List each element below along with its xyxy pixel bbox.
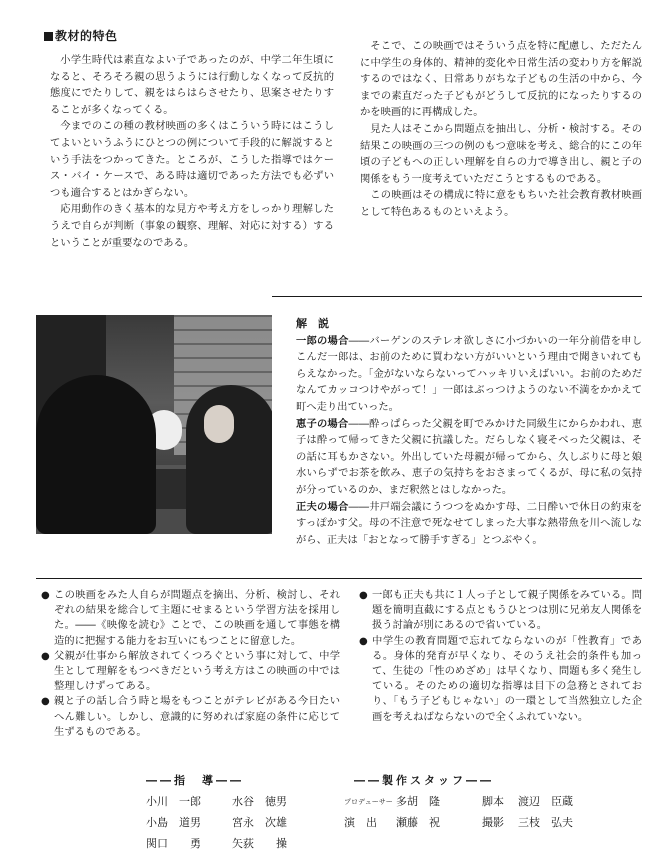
bullet-dot-icon: ● <box>41 650 50 662</box>
square-bullet-icon <box>44 32 53 41</box>
bullet-dot-icon: ● <box>41 696 50 708</box>
bullet-dot-icon: ● <box>41 590 50 601</box>
guidance-name: 関口 勇 <box>146 837 201 850</box>
producer-role-bottom: デューサー <box>358 798 393 806</box>
bullet-item <box>40 694 340 740</box>
bullet-text: 父親が仕事から解放されてくつろぐという事に対して、中学生として理解をもつべきだという考え方はこの映画の中では整理しけずってある。 <box>54 649 340 693</box>
director-role: 演 出 <box>344 816 377 829</box>
bullet-text: 一郎も正夫も共に１人っ子として親子関係をみている。問題を簡明直截にする点ともうひとつは別に兄弟友人関係を扱う討論が別にあるので省いている。 <box>372 589 642 632</box>
left-paragraph-1: 小学生時代は素直なよい子であったのが、中学二年生頃になると、そろそろ親の思うようには行動しなくなって反抗的態度にでたりして、親をはらはらさせたり、思案させたりすることが多くなってくる。 <box>50 54 334 116</box>
guidance-heading: ――指 導―― <box>146 774 244 787</box>
director-name: 瀬藤 祝 <box>396 816 440 829</box>
guidance-credits <box>146 770 326 854</box>
production-row <box>344 791 624 812</box>
case-keiko <box>296 416 642 499</box>
guidance-name: 小川 一郎 <box>146 795 201 808</box>
right-paragraph-3: この映画はその構成に特に意をもちいた社会教育教材映画として特色あるものといえよう。 <box>360 189 642 218</box>
bullets-divider <box>36 578 642 579</box>
left-paragraph-2: 今までのこの種の教材映画の多くはこういう時にはこうしてよいというふうにひとつの例について手段的に解説するという手法をつかってきた。ところが、こうした指導ではケース・バイ・ケースで、ある時は適切であった方法でも必ずいつも適合するとはかぎらない。 <box>50 120 334 199</box>
producer-name: 多胡 隆 <box>396 795 440 808</box>
photo-face <box>204 405 234 443</box>
bullet-item <box>40 588 340 649</box>
case-keiko-text: ――酔っぱらった父親を町でみかけた同級生にからかわれ、恵子は酔って帰ってきた父親に抗議した。だらしなく寝そべった父親は、その話に耳もかさない。外出していた母親が帰ってから、久しぶりに母と娘水いらずでお茶を飲み、恵子の気持ちをおさまってくるが、母に私の気持が分っているのか、まだ釈然とはしなかった。 <box>296 417 642 496</box>
bullet-item <box>358 634 642 725</box>
case-ichiro <box>296 333 642 416</box>
photo-figure-daughter <box>186 385 272 534</box>
camera-name: 三枝 弘夫 <box>518 816 573 829</box>
case-masao-text: ――井戸端会議にうつつをぬかす母、二日酔いで休日の約束をすっぽかす父。母の不注意で死なせてしまった大事な熱帯魚を川へ流しながら、正夫は「おとなって勝手すぎる」とつぶやく。 <box>296 500 643 546</box>
screenplay-name: 渡辺 臣蔵 <box>518 795 573 808</box>
guidance-row <box>146 812 326 833</box>
film-still-photo <box>36 315 272 534</box>
photo-figure-mother <box>36 375 156 534</box>
guidance-row <box>146 791 326 812</box>
production-row <box>344 812 624 833</box>
explanation-heading: 解 説 <box>296 317 329 330</box>
left-column <box>50 52 334 251</box>
right-paragraph-2: 見た人はそこから問題点を抽出し、分析・検討する。その結果この映画の三つの例のもつ意味を考え、総合的にこの年頃の子どもへの正しい理解を自らの力で導き出し、親と子の関係をもう一度考えていただこうとするものである。 <box>360 122 642 185</box>
section-title-text: 教材的特色 <box>55 29 118 43</box>
case-masao-key: 正夫の場合 <box>296 500 349 513</box>
guidance-name: 宮永 次雄 <box>232 816 287 829</box>
right-column <box>360 38 642 221</box>
bullets-right <box>358 588 642 725</box>
guidance-name: 水谷 徳男 <box>232 795 287 808</box>
case-masao <box>296 499 642 549</box>
production-credits <box>344 770 624 833</box>
explanation-block <box>296 316 642 548</box>
bullet-text: 親と子の話し合う時と場をもつことがテレビがある今日たいへん難しい。しかし、意識的に努めれば家庭の条件に応じて生ずるものである。 <box>54 695 340 738</box>
camera-role: 撮影 <box>482 816 504 829</box>
guidance-row <box>146 833 326 854</box>
bullet-item <box>40 649 340 695</box>
case-ichiro-key: 一郎の場合 <box>296 334 349 347</box>
bullet-text: 中学生の教育問題で忘れてならないのが「性教育」である。身体的発育が早くなり、そのうえ社会的条件も加って、生徒の「性のめざめ」は早くなり、問題も多く発生している。そのための適切な指導は目下の急務とされており、「もう子どもじゃない」の一環として当然独立した企画を考えねばならないので全くふれていない。 <box>372 634 642 723</box>
guidance-name: 矢荻 操 <box>232 837 287 850</box>
bullet-item <box>358 588 642 634</box>
section-divider <box>272 296 642 297</box>
case-ichiro-text: ――バーゲンのステレオ欲しさに小づかいの一年分前借を申しこんだ一郎は、お前のために買わない方がいいという理由で聞きいれてもらえなかった。「金がないならないってハッキリいえばいい。お前のためだなんてカッコつけやがって！」一郎はぶっつけようのない不満をかかえて町へ走り出ていった。 <box>296 334 643 413</box>
guidance-name: 小島 道男 <box>146 816 201 829</box>
producer-role <box>344 791 396 812</box>
case-keiko-key: 恵子の場合 <box>296 417 349 430</box>
bullet-dot-icon: ● <box>359 590 368 601</box>
screenplay-role: 脚本 <box>482 795 504 808</box>
bullet-dot-icon: ● <box>359 635 368 647</box>
section-title <box>44 27 118 44</box>
production-heading: ――製作スタッフ―― <box>354 774 494 787</box>
right-paragraph-1: そこで、この映画ではそういう点を特に配慮し、ただたんに中学生の身体的、精神的変化や日常生活の変わり方を解説するのではなく、日常ありがちな子どもの生活の中から、今までの素直だった子どもがどうして反抗的になったりするのかを映画的に再構成した。 <box>360 40 642 119</box>
left-paragraph-3: 応用動作のきく基本的な見方や考え方をしっかり理解したうえで自らが判断（事象の観察、理解、対応に対する）するということが重要なのである。 <box>50 203 334 249</box>
producer-role-top: プロ <box>344 798 358 806</box>
bullets-left <box>40 588 340 740</box>
bullet-text: この映画をみた人自らが問題点を摘出、分析、検討し、それぞれの結果を総合して主題にせまるという学習方法を採用した。――《映像を読む》ことで、この映画を通して事態を構造的に把握する能力をお互いにもつことに留意した。 <box>54 589 340 647</box>
